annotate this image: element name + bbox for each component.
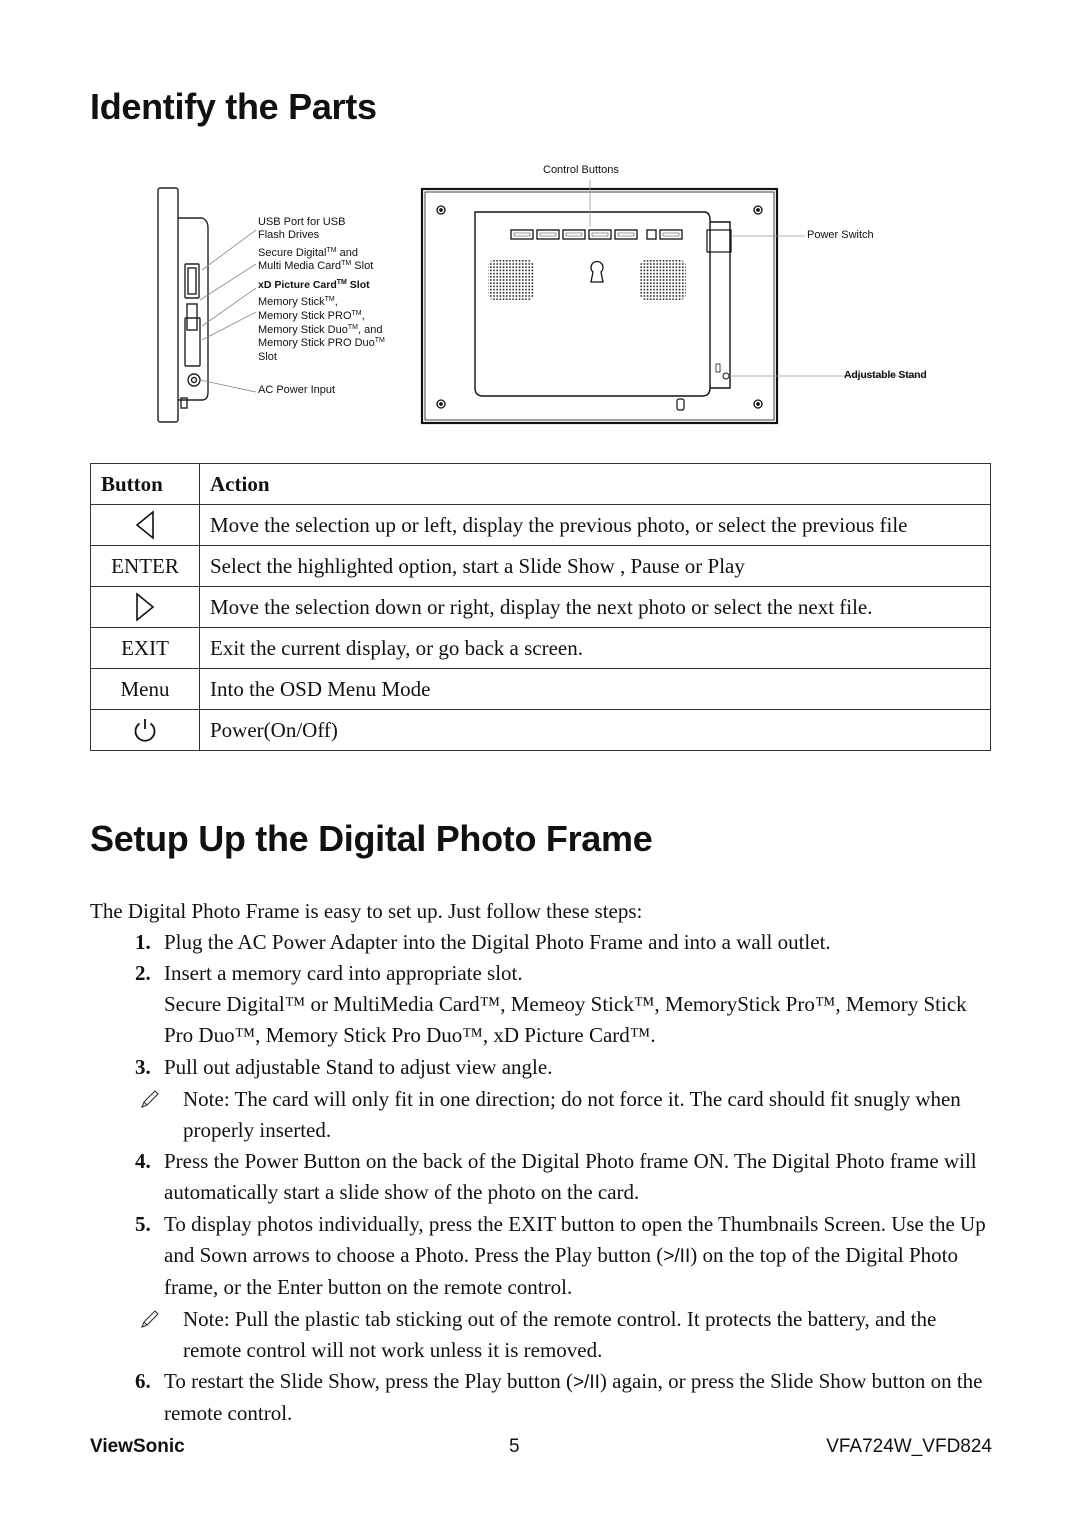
label-ms-line3-tail: , and: [357, 323, 383, 336]
action-cell: Exit the current display, or go back a screen.: [200, 628, 991, 669]
step-text-part: To restart the Slide Show, press the Play button (: [164, 1369, 573, 1393]
list-item-step-3: [135, 1052, 995, 1083]
left-triangle-icon: [134, 510, 156, 540]
label-xd-tail: Slot: [346, 279, 370, 291]
note-card-direction: [135, 1084, 995, 1146]
step-text: Press the Power Button on the back of the Digital Photo frame ON. The Digital Photo frame will automatically start a slide show of the photo on the card.: [164, 1149, 977, 1205]
button-cell: EXIT: [91, 628, 200, 669]
step-number: 1.: [135, 930, 151, 954]
label-ms-line1: Memory Stick: [258, 296, 325, 308]
trademark-mark: TM: [336, 279, 347, 286]
step-text: Plug the AC Power Adapter into the Digital Photo Frame and into a wall outlet.: [164, 930, 831, 954]
table-row: [91, 587, 991, 628]
table-row: [91, 546, 991, 587]
list-item-step-1: [135, 927, 995, 958]
label-ms-line2-tail: ,: [361, 309, 365, 322]
action-cell: Power(On/Off): [200, 710, 991, 751]
trademark-mark: TM: [351, 309, 362, 317]
list-item-step-2: [135, 958, 995, 1052]
step-text-part: ) on the top of the Digital Photo frame, or the Enter button on the remote control.: [164, 1243, 958, 1300]
header-action: Action: [200, 464, 991, 505]
pencil-icon: [139, 1308, 161, 1330]
button-cell: Menu: [91, 669, 200, 710]
list-item-step-4: [135, 1146, 995, 1208]
step-subtext: Secure Digital™ or MultiMedia Card™, Memeoy Stick™, MemoryStick Pro™, Memory Stick Pro Duo™, Memory Stick Pro Duo™, xD Picture Card™.: [164, 992, 967, 1048]
right-triangle-icon: [134, 592, 156, 622]
note-text: Note: The card will only fit in one direction; do not force it. The card should fit snugly when properly inserted.: [183, 1087, 961, 1142]
pencil-icon: [139, 1088, 161, 1110]
label-sd-line2-tail: Slot: [351, 260, 374, 272]
trademark-mark: TM: [326, 247, 337, 254]
label-usb-port: [258, 216, 345, 242]
list-item-step-5: [135, 1209, 995, 1304]
action-cell: Move the selection up or left, display the previous photo, or select the previous file: [200, 505, 991, 546]
label-xd-text: xD Picture Card: [258, 279, 337, 291]
trademark-mark: TM: [341, 260, 352, 267]
table-header-row: [91, 464, 991, 505]
action-cell: Move the selection down or right, display the next photo or select the next file.: [200, 587, 991, 628]
action-cell: Select the highlighted option, start a Slide Show , Pause or Play: [200, 546, 991, 587]
label-usb-port-line2: Flash Drives: [258, 229, 320, 241]
label-adjustable-stand: Adjustable Stand: [844, 369, 927, 381]
power-icon: [131, 716, 159, 744]
label-sd-mmc-slot: [258, 247, 373, 273]
parts-diagram: [150, 160, 940, 430]
step-text: Pull out adjustable Stand to adjust view angle.: [164, 1055, 553, 1079]
label-ms-line1-tail: ,: [334, 296, 338, 308]
page-title-identify-parts: Identify the Parts: [90, 86, 377, 127]
note-text: Note: Pull the plastic tab sticking out of the remote control. It protects the battery, and the remote control will not work unless it is removed.: [183, 1307, 937, 1362]
label-ac-power-input: AC Power Input: [258, 384, 336, 396]
trademark-mark: TM: [374, 337, 385, 345]
button-cell: ENTER: [91, 546, 200, 587]
step-text: [164, 1366, 995, 1429]
step-number: 2.: [135, 961, 151, 985]
label-xd-slot: [258, 279, 370, 292]
setup-intro: The Digital Photo Frame is easy to set up. Just follow these steps:: [90, 899, 643, 923]
footer-page-number: 5: [509, 1436, 520, 1457]
step-text-part: ) again, or press the Slide Show button on the remote control.: [164, 1369, 983, 1426]
step-text: [164, 1209, 995, 1304]
label-sd-line1: Secure Digital: [258, 247, 327, 259]
page-title-setup: Setup Up the Digital Photo Frame: [90, 818, 653, 859]
button-cell: [91, 505, 200, 546]
header-button: Button: [91, 464, 200, 505]
label-sd-line2: Multi Media Card: [258, 260, 342, 272]
step-number: 5.: [135, 1212, 151, 1236]
footer-brand: ViewSonic: [90, 1436, 185, 1457]
list-item-step-6: [135, 1366, 995, 1429]
label-memory-stick-slot: [258, 296, 385, 365]
step-text: Insert a memory card into appropriate slot.: [164, 961, 523, 985]
label-ms-line5: Slot: [258, 351, 277, 364]
button-cell: [91, 710, 200, 751]
button-action-table: [90, 463, 991, 751]
footer-model: VFA724W_VFD824: [826, 1436, 992, 1457]
table-row: [91, 628, 991, 669]
button-cell: [91, 587, 200, 628]
table-row: [91, 710, 991, 751]
trademark-mark: TM: [324, 296, 335, 303]
step-text-part: To display photos individually, press the EXIT button to open the Thumbnails Screen. Use the Up and Sown arrows to choose a Photo. Press the Play button (: [164, 1212, 986, 1268]
trademark-mark: TM: [347, 323, 358, 331]
play-pause-symbol: >/II: [663, 1246, 691, 1268]
label-ms-line2: Memory Stick PRO: [258, 309, 352, 322]
label-power-switch: Power Switch: [807, 229, 874, 241]
action-cell: Into the OSD Menu Mode: [200, 669, 991, 710]
play-pause-symbol: >/II: [572, 1372, 600, 1393]
step-number: 4.: [135, 1149, 151, 1173]
step-number: 3.: [135, 1055, 151, 1079]
label-ms-line4: Memory Stick PRO Duo: [258, 337, 375, 350]
note-remote-tab: [135, 1304, 995, 1366]
table-row: [91, 669, 991, 710]
step-number: 6.: [135, 1369, 151, 1393]
label-control-buttons: Control Buttons: [543, 164, 619, 176]
label-sd-line1-tail: and: [336, 247, 359, 259]
table-row: [91, 505, 991, 546]
label-ms-line3: Memory Stick Duo: [258, 323, 348, 336]
label-usb-port-line1: USB Port for USB: [258, 216, 346, 228]
